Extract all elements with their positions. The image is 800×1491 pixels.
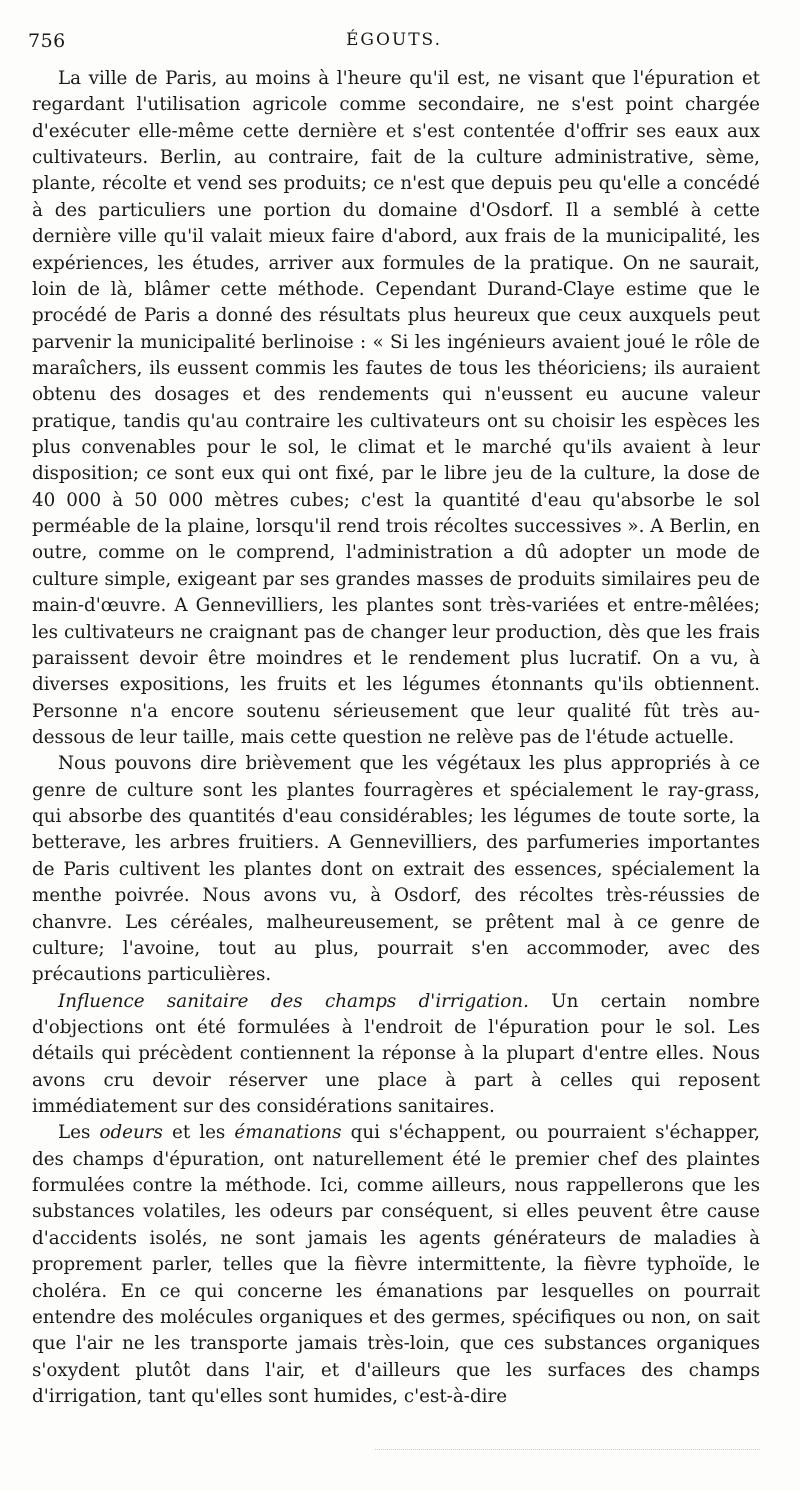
paragraph-vegetaux: Nous pouvons dire brièvement que les végétaux les plus appropriés à ce genre de culture sont les plantes fourragères et spécialement le ray-grass, qui absorbe des quantités d'eau considérables; les légumes de toute sorte, la betterave, les arbres fruitiers. A Gennevilliers, des parfumeries importantes de Paris cultivent les plantes dont on extrait des essences, spécialement la menthe poivrée. Nous avons vu, à Osdorf, des récoltes très-réussies de chanvre. Les céréales, malheureusement, se prêtent mal à ce genre de culture; l'avoine, tout au plus, pourrait s'en accommoder, avec des précautions particulières. [32,753,760,986]
body-text [32,66,760,1410]
paragraph-odeurs-text-a: Les [58,1122,100,1144]
paragraph-influence-text: Un certain nombre d'objections ont été formulées à l'endroit de l'épuration pour le sol. Les détails qui précèdent contiennent la réponse à la plupart d'entre elles. Nous avons cru devoir réserver une place à part à celles qui reposent immédiatement sur des considérations sanitaires. [32,990,760,1118]
paragraph-odeurs-text-c: qui s'échappent, ou pourraient s'échapper, des champs d'épuration, ont naturellement été le premier chef des plaintes formulées contre la méthode. Ici, comme ailleurs, nous rappellerons que les substances volatiles, les odeurs par conséquent, si elles peuvent être cause d'accidents isolés, ne sont jamais les agents générateurs de maladies à proprement parler, telles que la fièvre intermittente, la fièvre typhoïde, le choléra. En ce qui concerne les émanations par lesquelles on pourrait entendre des molécules organiques et des germes, spécifiques ou non, on sait que l'air ne les transporte jamais très-loin, que ces substances organiques s'oxydent plutôt dans l'air, et d'ailleurs que les surfaces des champs d'irrigation, tant qu'elles sont humides, c'est-à-dire [32,1122,760,1407]
italic-term-odeurs: odeurs [99,1122,163,1144]
page-number: 756 [28,30,66,52]
running-title: ÉGOUTS. [345,30,443,50]
italic-term-emanations: émanations [234,1122,342,1144]
section-heading-influence-sanitaire: Influence sanitaire des champs d'irrigation. [58,990,529,1012]
page-header [28,30,760,54]
paragraph-odeurs-text-b: et les [162,1122,235,1144]
paragraph-odeurs-emanations [32,1120,760,1410]
paragraph-influence-sanitaire [32,989,760,1121]
paragraph-paris-berlin: La ville de Paris, au moins à l'heure qu'il est, ne visant que l'épuration et regardant l'utilisation agricole comme secondaire, ne s'est point chargée d'exécuter elle-même cette dernière et s'est contentée d'offrir ses eaux aux cultivateurs. Berlin, au contraire, fait de la culture administrative, sème, plante, récolte et vend ses produits; ce n'est que depuis peu qu'elle a concédé à des particuliers une portion du domaine d'Osdorf. Il a semblé à cette dernière ville qu'il valait mieux faire d'abord, aux frais de la municipalité, les expériences, les études, arriver aux formules de la pratique. On ne saurait, loin de là, blâmer cette méthode. Cependant Durand-Claye estime que le procédé de Paris a donné des résultats plus heureux que ceux auxquels peut parvenir la municipalité berlinoise : « Si les ingénieurs avaient joué le rôle de maraîchers, ils eussent commis les fautes de tous les théoriciens; ils auraient obtenu des dosages et des rendements qui n'eussent eu aucune valeur pratique, tandis qu'au contraire les cultivateurs ont su choisir les espèces les plus convenables pour le sol, le climat et le marché qu'ils avaient à leur disposition; ce sont eux qui ont fixé, par le libre jeu de la culture, la dose de 40 000 à 50 000 mètres cubes; c'est la quantité d'eau qu'absorbe le sol perméable de la plaine, lorsqu'il rend trois récoltes successives ». A Berlin, en outre, comme on le comprend, l'administration a dû adopter un mode de culture simple, exigeant par ses grandes masses de produits similaires peu de main-d'œuvre. A Gennevilliers, les plantes sont très-variées et entre-mêlées; les cultivateurs ne craignant pas de changer leur production, dès que les frais paraissent devoir être moindres et le rendement plus lucratif. On a vu, à diverses expositions, les fruits et les légumes étonnants qu'ils obtiennent. Personne n'a encore soutenu sérieusement que leur qualité fût très au-dessous de leur taille, mais cette question ne relève pas de l'étude actuelle. [32,68,760,748]
footer-faint-rule [375,1449,760,1450]
